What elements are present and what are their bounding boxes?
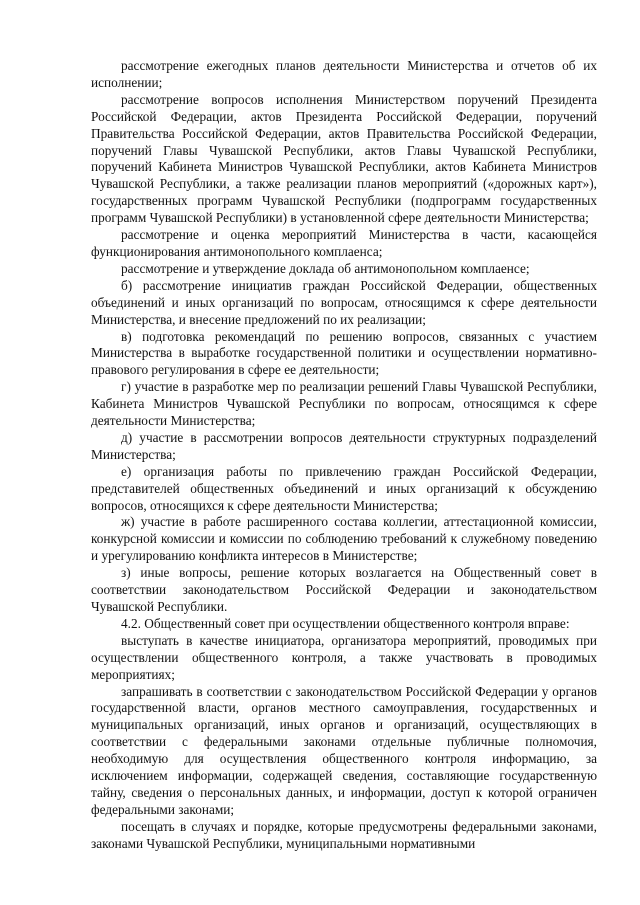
paragraph-item-d: д) участие в рассмотрении вопросов деятельности структурных подразделений Министерства; [91,429,597,462]
paragraph-compliance-report: рассмотрение и утверждение доклада об антимонопольном комплаенсе; [121,260,530,276]
paragraph-orders-review: рассмотрение вопросов исполнения Министерством поручений Президента Российской Федерации, актов Президента Российской Федерации, поручений Правительства Российской Федерации, актов Правительства Российской Федерации, поручений Главы Чувашской Республики, актов Главы Чувашской Республики, поручений Кабинета Министров Чувашской Республики, актов Кабинета Министров Чувашской Республики, а также реализации планов мероприятий («дорожных карт»), государственных программ Чувашской Республики (подпрограмм государственных программ Чувашской Республики) в установленной сфере деятельности Министерства; [91,91,597,226]
paragraph-initiator: выступать в качестве инициатора, организатора мероприятий, проводимых при осуществлении общественного контроля, а также участвовать в проводимых мероприятиях; [91,632,597,682]
paragraph-request-info: запрашивать в соответствии с законодательством Российской Федерации у органов государственной власти, органов местного самоуправления, государственных и муниципальных организаций, иных органов и организаций, осуществляющих в соответствии с федеральными законами отдельные публичные полномочия, необходимую для осуществления общественного контроля информацию, за исключением информации, содержащей сведения, составляющие государственную тайну, сведения о персональных данных, и информации, доступ к которой ограничен федеральными законами; [91,683,597,817]
paragraph-item-zh: ж) участие в работе расширенного состава коллегии, аттестационной комиссии, конкурсной комиссии и комиссии по соблюдению требований к служебному поведению и урегулированию конфликта интересов в Министерстве; [91,514,597,564]
document-page [91,58,597,853]
paragraph-item-b: б) рассмотрение инициатив граждан Российской Федерации, общественных объединений и иных организаций по вопросам, относящимся к сфере деятельности Министерства, и внесение предложений по их реализации; [91,277,597,327]
paragraph-item-v: в) подготовка рекомендаций по решению вопросов, связанных с участием Министерства в выработке государственной политики и осуществлении нормативно-правового регулирования в сфере ее деятельности; [91,328,597,378]
paragraph-item-g: г) участие в разработке мер по реализации решений Главы Чувашской Республики, Кабинета Министров Чувашской Республики по вопросам, относящимся к сфере деятельности Министерства; [91,379,597,429]
paragraph-visit: посещать в случаях и порядке, которые предусмотрены федеральными законами, законами Чувашской Республики, муниципальными нормативными [91,818,597,851]
paragraph-compliance-assessment: рассмотрение и оценка мероприятий Министерства в части, касающейся функционирования антимонопольного комплаенса; [91,227,597,259]
paragraph-item-e: е) организация работы по привлечению граждан Российской Федерации, представителей общественных объединений и иных организаций к обсуждению вопросов, относящихся к сфере деятельности Министерства; [91,463,597,513]
paragraph-item-z: з) иные вопросы, решение которых возлагается на Общественный совет в соответствии законодательством Российской Федерации и законодательством Чувашской Республики. [91,565,597,614]
paragraph-plans-review: рассмотрение ежегодных планов деятельности Министерства и отчетов об их исполнении; [91,58,597,90]
section-heading-4-2: 4.2. Общественный совет при осуществлении общественного контроля вправе: [121,615,570,631]
